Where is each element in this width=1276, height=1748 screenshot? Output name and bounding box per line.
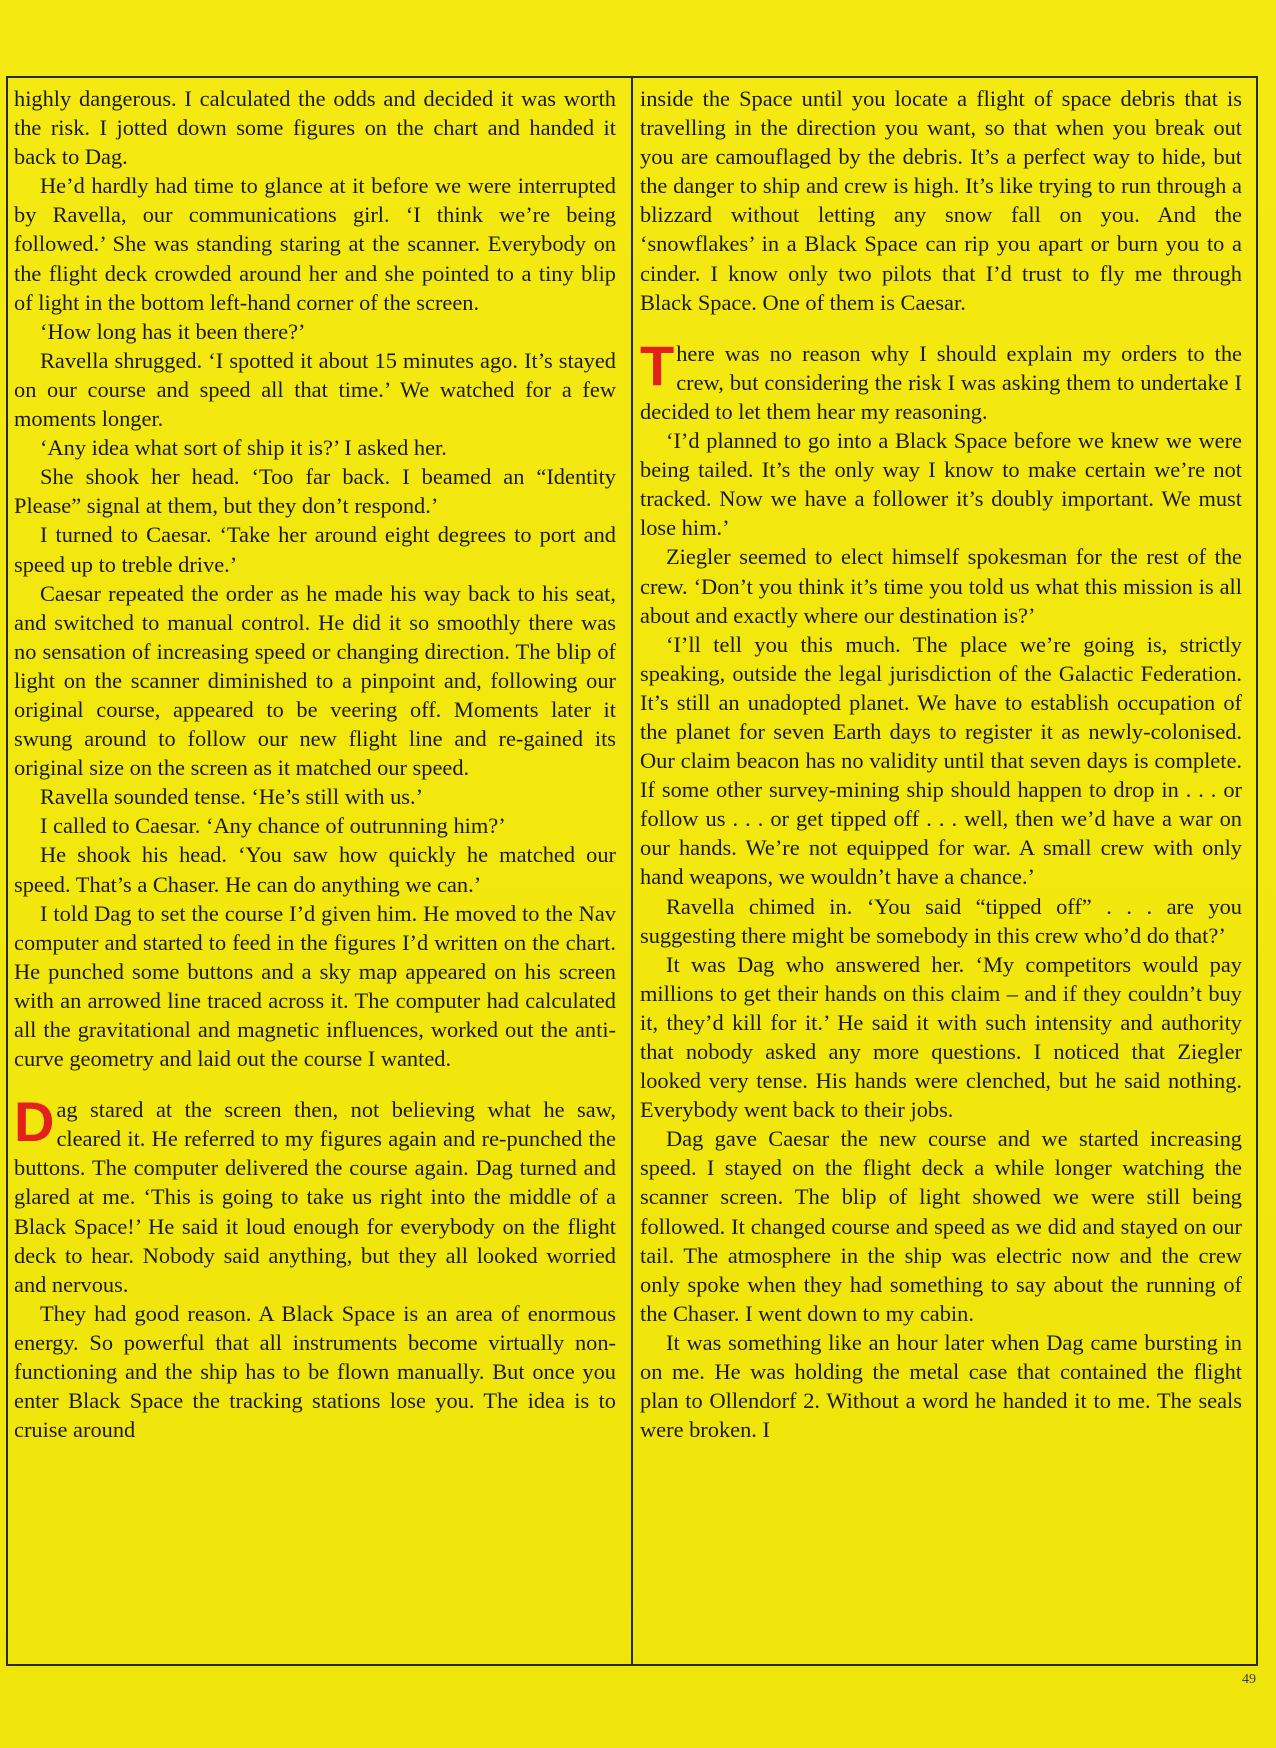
paragraph: Ravella chimed in. ‘You said “tipped off” . . . are you suggesting there might be somebody in this crew who’d do that?’ [640,893,1242,948]
section-first-text: ag stared at the screen then, not believing what he saw, cleared it. He referred to my figures again and re-punched the buttons. The computer delivered the course again. Dag turned and glared at me. ‘This is going to take us right into the middle of a Black Space!’ He said it loud enough for everybody on the flight deck to hear. Nobody said anything, but they all looked worried and nervous. [14,1097,616,1297]
paragraph: ‘Any idea what sort of ship it is?’ I asked her. [40,435,447,461]
section-opening [640,333,1242,426]
drop-cap: D [14,1090,55,1154]
paragraph: It was Dag who answered her. ‘My competitors would pay millions to get their hands on this claim – and if they couldn’t buy it, they’d kill for it.’ He said it with such intensity and authority that nobody asked any more questions. I noticed that Ziegler looked very tense. His hands were clenched, but he said nothing. Everybody went back to their jobs. [640,951,1242,1123]
left-column [14,84,616,1660]
page-number: 49 [1242,1672,1256,1687]
paragraph: Ziegler seemed to elect himself spokesman for the rest of the crew. ‘Don’t you think it’s time you told us what this mission is all about and exactly where our destination is?’ [640,544,1242,628]
paragraph: Dag gave Caesar the new course and we started increasing speed. I stayed on the flight deck a while longer watching the scanner screen. The blip of light showed we were still being followed. It changed course and speed as we did and stayed on our tail. The atmosphere in the ship was electric now and the crew only spoke when they had something to say about the running of the Chaser. I went down to my cabin. [640,1126,1242,1326]
paragraph: They had good reason. A Black Space is an area of enormous energy. So powerful that all instruments become virtually non-functioning and the ship has to be flown manually. But once you enter Black Space the tracking stations lose you. The idea is to cruise around [14,1300,616,1443]
section-first-text: here was no reason why I should explain my orders to the crew, but considering the risk I was asking them to undertake I decided to let them hear my reasoning. [640,340,1242,424]
paragraph: I called to Caesar. ‘Any chance of outrunning him?’ [40,813,506,839]
paragraph: It was something like an hour later when Dag came bursting in on me. He was holding the metal case that contained the flight plan to Ollendorf 2. Without a word he handed it to me. The seals were broken. I [640,1329,1242,1443]
paragraph: ‘I’d planned to go into a Black Space before we knew we were being tailed. It’s the only way I know to make certain we’re not tracked. Now we have a follower it’s doubly important. We must lose him.’ [640,428,1242,541]
section-opening [14,1090,616,1299]
paragraph: ‘How long has it been there?’ [40,318,306,344]
paragraph: I told Dag to set the course I’d given him. He moved to the Nav computer and started to feed in the figures I’d written on the chart. He punched some buttons and a sky map appeared on his screen with an arrowed line traced across it. The computer had calculated all the gravitational and magnetic influences, worked out the anti-curve geometry and laid out the course I wanted. [14,900,616,1072]
paragraph: He shook his head. ‘You saw how quickly he matched our speed. That’s a Chaser. He can do anything we can.’ [14,842,616,897]
column-divider [631,76,633,1666]
paragraph: Ravella sounded tense. ‘He’s still with us.’ [40,784,424,810]
paragraph: inside the Space until you locate a flight of space debris that is travelling in the direction you want, so that when you break out you are camouflaged by the debris. It’s a perfect way to hide, but the danger to ship and crew is high. It’s like trying to run through a blizzard without letting any snow fall on you. And the ‘snowflakes’ in a Black Space can rip you apart or burn you to a cinder. I know only two pilots that I’d trust to fly me through Black Space. One of them is Caesar. [640,86,1242,315]
right-column [640,84,1242,1660]
paragraph: He’d hardly had time to glance at it before we were interrupted by Ravella, our communications girl. ‘I think we’re being followed.’ She was standing staring at the scanner. Everybody on the flight deck crowded around her and she pointed to a tiny blip of light in the bottom left-hand corner of the screen. [14,173,616,315]
paragraph: She shook her head. ‘Too far back. I beamed an “Identity Please” signal at them, but they don’t respond.’ [14,464,616,519]
paragraph: ‘I’ll tell you this much. The place we’re going is, strictly speaking, outside the legal jurisdiction of the Galactic Federation. It’s still an unadopted planet. We have to establish occupation of the planet for seven Earth days to register it as newly-colonised. Our claim beacon has no validity until that seven days is complete. If some other survey-mining ship should happen to drop in . . . or follow us . . . or get tipped off . . . well, then we’d have a war on our hands. We’re not equipped for war. A small crew with only hand weapons, we wouldn’t have a chance.’ [640,631,1242,890]
paragraph: Caesar repeated the order as he made his way back to his seat, and switched to manual control. He did it so smoothly there was no sensation of increasing speed or changing direction. The blip of light on the scanner diminished to a pinpoint and, following our original course, appeared to be veering off. Moments later it swung around to follow our new flight line and re-gained its original size on the screen as it matched our speed. [14,580,616,781]
drop-cap: T [640,333,675,397]
paragraph: I turned to Caesar. ‘Take her around eight degrees to port and speed up to treble drive.’ [14,522,616,577]
paragraph: Ravella shrugged. ‘I spotted it about 15 minutes ago. It’s stayed on our course and speed all that time.’ We watched for a few moments longer. [14,347,616,432]
paragraph: highly dangerous. I calculated the odds and decided it was worth the risk. I jotted down some figures on the chart and handed it back to Dag. [14,86,616,170]
